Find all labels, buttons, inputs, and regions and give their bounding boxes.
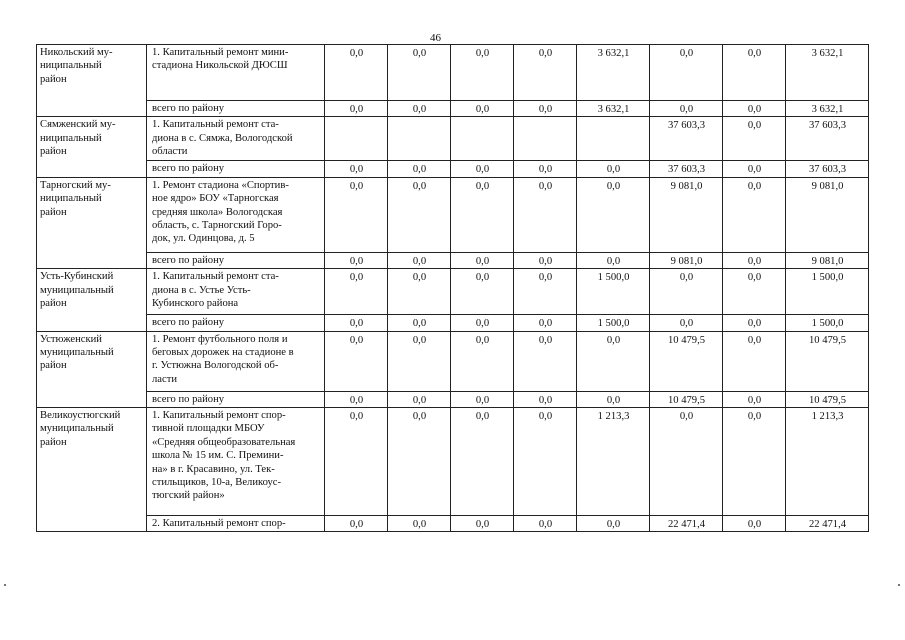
value-cell: 0,0 <box>451 161 514 177</box>
district-cell: Усть-Кубинский муниципальный район <box>37 269 147 331</box>
value-cell: 0,0 <box>577 177 650 252</box>
value-cell: 0,0 <box>325 331 388 391</box>
value-cell: 1 213,3 <box>577 408 650 516</box>
project-description: 1. Капитальный ремонт спор- тивной площадки МБОУ «Средняя общеобразовательная школа № 15 им. С. Премини- на» в г. Красавино, ул. Тек- стильщиков, 10-а, Великоус- тюгский район» <box>147 408 325 516</box>
value-cell: 37 603,3 <box>650 117 723 161</box>
value-cell: 0,0 <box>514 315 577 331</box>
value-cell: 0,0 <box>388 177 451 252</box>
value-cell: 22 471,4 <box>650 516 723 532</box>
value-cell: 0,0 <box>514 516 577 532</box>
value-cell <box>514 117 577 161</box>
value-cell: 0,0 <box>451 315 514 331</box>
value-cell: 0,0 <box>325 315 388 331</box>
scan-mark <box>4 584 6 586</box>
value-cell: 0,0 <box>723 45 786 101</box>
table-row <box>37 117 869 161</box>
table-row <box>37 408 869 516</box>
value-cell: 3 632,1 <box>786 45 869 101</box>
value-cell: 1 500,0 <box>577 315 650 331</box>
table-row <box>37 331 869 391</box>
total-label: всего по району <box>147 161 325 177</box>
table-row <box>37 177 869 252</box>
value-cell: 1 213,3 <box>786 408 869 516</box>
value-cell: 0,0 <box>451 101 514 117</box>
value-cell: 0,0 <box>650 315 723 331</box>
value-cell: 0,0 <box>723 516 786 532</box>
value-cell: 0,0 <box>514 408 577 516</box>
value-cell: 0,0 <box>325 161 388 177</box>
value-cell: 0,0 <box>388 391 451 407</box>
value-cell: 0,0 <box>514 331 577 391</box>
value-cell: 0,0 <box>325 252 388 268</box>
district-cell: Сямженский му- ниципальный район <box>37 117 147 177</box>
district-cell: Тарногский му- ниципальный район <box>37 177 147 268</box>
value-cell: 0,0 <box>388 269 451 315</box>
value-cell: 0,0 <box>388 252 451 268</box>
district-total-row <box>37 315 869 331</box>
value-cell: 0,0 <box>388 101 451 117</box>
project-description: 2. Капитальный ремонт спор- <box>147 516 325 532</box>
value-cell: 0,0 <box>577 331 650 391</box>
value-cell: 0,0 <box>451 269 514 315</box>
value-cell: 37 603,3 <box>786 117 869 161</box>
value-cell: 37 603,3 <box>650 161 723 177</box>
project-description: 1. Ремонт футбольного поля и беговых дорожек на стадионе в г. Устюжна Вологодской об- ласти <box>147 331 325 391</box>
value-cell: 0,0 <box>451 45 514 101</box>
value-cell: 0,0 <box>723 117 786 161</box>
district-cell: Устюженский муниципальный район <box>37 331 147 407</box>
value-cell: 0,0 <box>650 269 723 315</box>
value-cell: 9 081,0 <box>650 177 723 252</box>
value-cell: 0,0 <box>325 101 388 117</box>
value-cell: 1 500,0 <box>786 315 869 331</box>
total-label: всего по району <box>147 315 325 331</box>
total-label: всего по району <box>147 391 325 407</box>
value-cell: 0,0 <box>514 101 577 117</box>
project-description: 1. Ремонт стадиона «Спортив- ное ядро» БОУ «Тарногская средняя школа» Вологодская область, с. Тарногский Горо- док, ул. Одинцова, д. 5 <box>147 177 325 252</box>
value-cell: 0,0 <box>325 408 388 516</box>
value-cell: 0,0 <box>514 177 577 252</box>
district-cell: Никольский му- ниципальный район <box>37 45 147 117</box>
value-cell: 0,0 <box>451 408 514 516</box>
value-cell: 10 479,5 <box>650 331 723 391</box>
value-cell: 0,0 <box>514 252 577 268</box>
value-cell: 0,0 <box>577 391 650 407</box>
value-cell <box>388 117 451 161</box>
value-cell: 9 081,0 <box>786 252 869 268</box>
district-total-row <box>37 101 869 117</box>
value-cell: 0,0 <box>577 516 650 532</box>
district-total-row <box>37 161 869 177</box>
value-cell: 3 632,1 <box>786 101 869 117</box>
value-cell: 9 081,0 <box>650 252 723 268</box>
value-cell: 0,0 <box>388 408 451 516</box>
value-cell: 0,0 <box>723 252 786 268</box>
value-cell: 0,0 <box>723 161 786 177</box>
value-cell: 0,0 <box>451 252 514 268</box>
value-cell: 0,0 <box>514 161 577 177</box>
value-cell <box>577 117 650 161</box>
table-row <box>37 516 869 532</box>
district-total-row <box>37 391 869 407</box>
project-description: 1. Капитальный ремонт ста- диона в с. Сямжа, Вологодской области <box>147 117 325 161</box>
value-cell: 3 632,1 <box>577 101 650 117</box>
value-cell: 0,0 <box>514 391 577 407</box>
value-cell: 0,0 <box>514 45 577 101</box>
value-cell: 0,0 <box>388 516 451 532</box>
district-cell: Великоустюгский муниципальный район <box>37 408 147 532</box>
scan-mark <box>898 584 900 586</box>
value-cell: 10 479,5 <box>786 331 869 391</box>
value-cell: 0,0 <box>388 315 451 331</box>
value-cell: 0,0 <box>325 45 388 101</box>
value-cell: 0,0 <box>325 391 388 407</box>
value-cell: 0,0 <box>451 177 514 252</box>
total-label: всего по району <box>147 101 325 117</box>
total-label: всего по району <box>147 252 325 268</box>
value-cell: 0,0 <box>650 101 723 117</box>
value-cell: 37 603,3 <box>786 161 869 177</box>
table-row <box>37 45 869 101</box>
value-cell: 0,0 <box>451 391 514 407</box>
value-cell: 0,0 <box>650 408 723 516</box>
value-cell: 0,0 <box>325 516 388 532</box>
value-cell: 1 500,0 <box>577 269 650 315</box>
value-cell <box>325 117 388 161</box>
value-cell: 1 500,0 <box>786 269 869 315</box>
value-cell: 0,0 <box>388 45 451 101</box>
value-cell: 0,0 <box>325 177 388 252</box>
value-cell: 0,0 <box>723 177 786 252</box>
value-cell: 0,0 <box>514 269 577 315</box>
page-number: 46 <box>430 32 441 44</box>
value-cell: 0,0 <box>723 331 786 391</box>
value-cell: 22 471,4 <box>786 516 869 532</box>
value-cell: 0,0 <box>723 391 786 407</box>
value-cell: 0,0 <box>388 161 451 177</box>
value-cell: 0,0 <box>325 269 388 315</box>
value-cell: 0,0 <box>650 45 723 101</box>
value-cell: 0,0 <box>577 161 650 177</box>
value-cell: 10 479,5 <box>786 391 869 407</box>
value-cell: 0,0 <box>388 331 451 391</box>
value-cell: 0,0 <box>723 101 786 117</box>
value-cell: 0,0 <box>577 252 650 268</box>
funding-table <box>36 44 869 532</box>
district-total-row <box>37 252 869 268</box>
value-cell <box>451 117 514 161</box>
value-cell: 10 479,5 <box>650 391 723 407</box>
value-cell: 0,0 <box>723 269 786 315</box>
value-cell: 0,0 <box>723 315 786 331</box>
value-cell: 9 081,0 <box>786 177 869 252</box>
table-row <box>37 269 869 315</box>
value-cell: 0,0 <box>451 331 514 391</box>
project-description: 1. Капитальный ремонт мини- стадиона Никольской ДЮСШ <box>147 45 325 101</box>
value-cell: 0,0 <box>723 408 786 516</box>
value-cell: 3 632,1 <box>577 45 650 101</box>
project-description: 1. Капитальный ремонт ста- диона в с. Устье Усть- Кубинского района <box>147 269 325 315</box>
value-cell: 0,0 <box>451 516 514 532</box>
